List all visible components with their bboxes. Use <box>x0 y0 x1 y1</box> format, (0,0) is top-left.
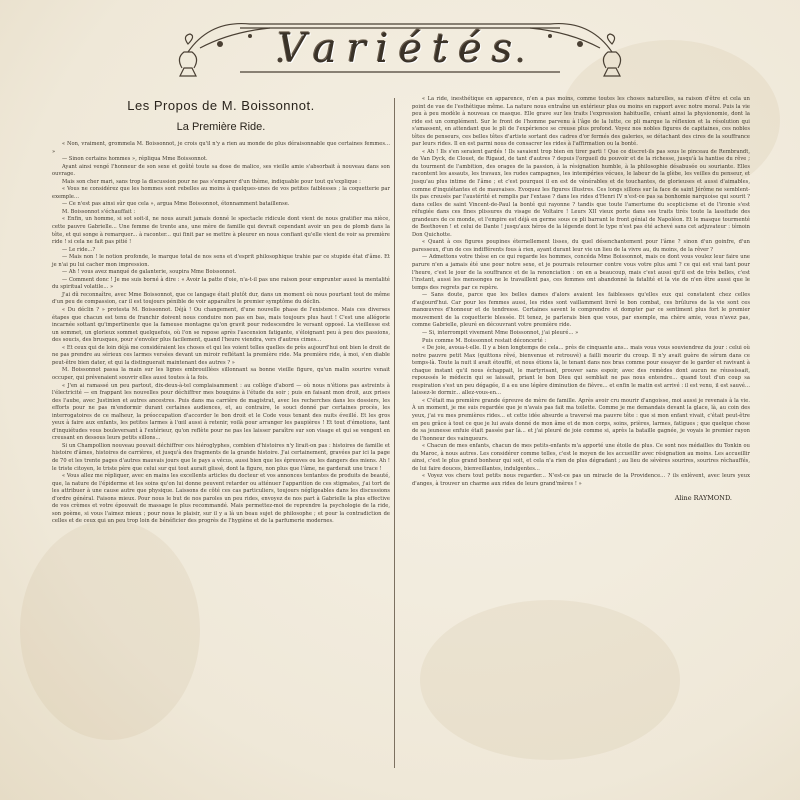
paragraph: Mais son cher mari, sans trop la discussion pour ne pas s'emparer d'un thème, indiquable pour tout qu'explique : <box>62 178 361 185</box>
paragraph: « Ah ! Ils s'en seraient gardés ! Ils savaient trop bien en tirer parti ! Que ce discret-ils pas sous le pinceau de Rembrandt, de Van Dyck, de Clouet, de Rigaud, de tant d'autres ? depuis l'orgueil du pouvoir et de la richesse, jusqu'à la hantise du rêve ; du tourment de l'ambition, des orages de la passion, à la résignation humble, à la philosophie désabusée ou souriante. Elles racontent les assauts, les travaux, les rudes campagnes, les intempéries vécues, le labeur de la glèbe, les veilles du penseur, et jusqu'au plus intime de l'âme ; et c'est pourquoi il en est de vénérables et de touchantes, de glorieuses et aussi d'aimables, comme d'inquiétantes et de mauvaises. Evoquez les figures illustres. Ces longs sillons sur la face de saint Jérôme ne semblent-ils pas creusés par l'austérité et remplis par l'extase ? dans les rides d'Henri IV n'est-ce pas sa bonhomie narquoise qui sourit ? dans celles de saint Vincent-de-Paul la bonté qui rayonne ? tandis que toute l'amertume du scepticisme et de l'ironie s'est réfugiée dans ces fines plissures du visage de Voltaire ! Leurs XII vieux porte dans ses traits tirés toute la lassitude des grandeurs de ce monde, et l'empire est déjà en germe sous ce pli barrant le front génial de Napoléon. Et le masque tourmenté de Beethoven ! et celui de Dante ! jusqu'aux héros de la légende dont le type n'est pas été achevé sans cet adjuvateur : témoin Don Quichotte. <box>412 148 750 238</box>
paragraph: M. Boissonnot passa la main sur les lignes embrouillées sillonnant sa bonne vieille figure, qu'un malin sourire venait occuper, qui prévenaient souvrir elles aussi toutes à la fois. <box>52 367 390 381</box>
paragraph: « J'en ai ramassé un peu partout, dix-deux-à-tel complaisamment : au collège d'abord — où nous n'étions pas astreints à l'électricité — en frappant les nouvelles pour déchiffrer mes bouquins à l'étude du soir ; puis en faisant mon droit, aux prises des l'aube, avec Justinien et autres ancestres. Puis dans ma carrière de magistrat, avec les recherches dans les dossiers, les efforts pour ne pas m'endormir durant certaines audiences, et, au contraire, le souci donné par certaines procès, les interrogatoires de ce malheur, la préoccupation d'accorder le bon droit et le Code vous tenant des nuits éveillé. Et les gros yeux à faire aux enfants, les petites larmes à l'œil aussi à retenir, voilà pour arranger les paupières ! Et tout d'émotions, tant d'inquiétudes vous bouleversant à l'extérieur, qu'on reflète pour ne pas les laisser paraître sur son visage et qui se vengent en creusant en dessous leurs petits sillons... <box>52 382 390 442</box>
left-column <box>52 96 390 526</box>
paragraph: « Vous allez me répliquer, avec en mains les excellents articles du docteur et vos annonces tentantes de produits de beauté, que, la nature de l'épiderme et les soins qu'on lui donne peuvent retarder ou atténuer l'apparition de ces stigmates, j'ai tort de les attribuer à une cause autre que physique. Laissons de côté ces cas particuliers, toujours négligeables dans les discussions d'ordre général. Faisons mieux. Pour nous le but de nos paroles un peu rides, envoyez de nos part à Gabrielle la plus effective de vos crèmes et votre épouvait de massage le plus recommandé. Mais permettez-moi de reprendre la psychologie de la ride, son poème, si vous l'aimez mieux ; pour nous le plaisir, sur il y a là un beau sujet de philosophe ; et pour la contradiction de celles et de ceux qui un peu trop loin de bénéficier des progrès de l'hygiène et de la parfumerie modernes. <box>52 473 390 525</box>
paragraph: J'ai dû reconnaître, avec Mme Boissonnot, que ce langage était plutôt dur, dans un moment où nous pourtant tout de même d'un peu de compassion, car il est toujours pénible de voir apparaître le premier symptôme du déclin. <box>52 291 390 306</box>
section-banner <box>170 14 630 82</box>
article-title: Les Propos de M. Boissonnot. <box>127 98 315 113</box>
paragraph: M. Boissonnot s'échauffait : <box>62 208 136 215</box>
paragraph: Si un Champollion nouveau pouvait déchiffrer ces hiéroglyphes, combien d'histoires n'y lirait-on pas : histoires de famille et histoire d'âmes, histoires de carrières, et jusqu'à des fragments de la grande histoire. J'ai certainement, gravées par ici la page de 70 et les trente pages d'autres mauvais jours que le pays a vécus, aussi bien que les épreuves ou les dangers des miens. Ah ! le triste citoyen, le triste père que celui sur qui tout aurait glissé, dont la figure, non plus que l'âme, ne garderait une trace ! <box>52 442 390 472</box>
paragraph: Ayant ainsi vengé l'honneur de son sexe et goûté toute sa dose de malice, ses vieille amie s'absorbait à nouveau dans son ouvrage. <box>52 163 390 178</box>
paragraph: « De joie, avoua-t-elle. Il y a bien longtemps de cela... près de cinquante ans... mais vous vous souviendrez du jour : celui où notre pauvre petit Max (quittons rêvé, bienvenue et retrouvé) a failli mourir du croup. Il n'y avait guère de sérum dans ce temps-là. Toute la nuit il avait étouffé, et nous étions là, le tenant dans nos bras comme pour essayer de le garder et ravivant à chaque instant qu'il nous échappait, le martyrisant, prouver sans espoir, avec des remèdes dont aucun ne réussissait, repoussés le médecin qui se laissait, priant le bon Dieu qui semblait ne pas nous entendre... quand tout d'un coup sa respiration s'est un peu dégagée, il a eu une légère diminution de fièvre... et enfin le matin est arrivé : il est venu, il est sauvé... laissez-le dormir... allez-vous-en... <box>412 345 750 397</box>
paragraph: « La ride, inesthétique en apparence, n'en a pas moins, comme toutes les choses naturelles, sa raison d'être et cela un point de vue de l'esthétique même. La nature nous entraîne un extérieur plus ou moins en rapport avec notre moral. Puis la vie peu à peu modèle à nouveau ce masque. Elle grave sur les traits l'expression habituelle, créant ainsi la physionomie, dont la ride est un complément. Sur le front de l'homme parvenu à l'âge de la lutte, ce pli marque la réflexion et la résolution qui s'amassent, en attendant que le pli de l'expérience se creuse plus profond. Voyez nos nobles figures de capitaines, ces nobles têtes de penseurs, ces belles têtes d'artiste sortant des cadres d'or fermés des galeries, se détachant des cires de la souffrance par leurs rides. Il en est parmi nous de consacrer les rides à l'affirmation ou la bonté. <box>412 96 750 148</box>
right-column <box>412 96 750 502</box>
article-subtitle: La Première Ride. <box>176 121 266 133</box>
paragraph: « Chacun de mes enfants, chacun de mes petits-enfants m'a apporté une étoile de plus. Ce sont nos médailles du Tonkin ou du Maroc, à nous autres. Les considérer comme telles, c'est le moyen de les accueillir avec résignation au moins. Les accueillir ainsi, c'est le plus grand bonheur qui soit, et cela n'a rien de plus dégradant ; au lieu de sévères sourires, sourires réchauffés, de lui faire douces, bienveillantes, indulgentes... <box>412 443 750 472</box>
author-signature: Aline RAYMOND. <box>674 494 732 503</box>
paper-stain <box>20 520 200 740</box>
paragraph: Puis comme M. Boissonnot restait déconcerté : <box>422 337 547 344</box>
paper-stain <box>420 600 680 760</box>
paragraph: — Ah ! vous avez manqué de galanterie, soupira Mme Boissonnot. <box>62 269 237 276</box>
paragraph: — Admettons votre thèse en ce qui regarde les hommes, concéda Mme Boissonnot, mais ce dont vous voulez leur faire une parure n'en a jamais été une pour notre sexe, et je pourrais retourner contre vous votre plus ami ? ce qui est vrai tant pour l'heure, c'est le jour de la souffrance et de la renonciation : on en a beaucoup, mais c'est aussi qu'il est de très belles, c'est l'instant, aussi les mensonges ne le travaillent pas, ces femmes ont abandonné la fatalité et la vie de n'en être aussi que le temps des regrets par ce repère. <box>412 254 750 291</box>
paragraph: « Voyez vos chers tout petits nous regarder... N'est-ce pas un miracle de la Providence... ? ils enlèvent, avec leurs yeux d'anges, à trouver un charme aux rides de leurs grand'mères ! » <box>412 473 750 487</box>
paragraph: — Si, interrompit vivement Mme Boissonnot, j'ai pleuré... » <box>422 329 579 336</box>
paragraph: « Du déclin ? » protesta M. Boissonnot. Déjà ! Ou changement, d'une nouvelle phase de l'existence. Mais ces diverses étapes que chacun est tenu de franchir doivent nous conduire non pas en bas, mais toujours plus haut ! C'est une allégorie incarnée sottant qu'impertinente que la fameuse montagne qu'on gravit pour redescendre le versant opposé. La vieillesse est un sommet, un glorieux sommet quelquefois, où l'on se repose après l'ascension fatigante, s'éloignant peu à peu des passions, des soucis, des brusques, pour s'envoler plus facilement, quand l'heure viendra, vers d'autres cimes... <box>52 307 390 344</box>
paragraph: — Ce n'est pas ainsi sûr que cela », argua Mme Boissonnot, étonnamment bataillense. <box>62 201 290 208</box>
paragraph: — Le ride...? <box>62 246 96 253</box>
paragraph: « C'était ma première grande épreuve de mère de famille. Après avoir cru mourir d'angoisse, moi aussi je revenais à la vie. À un moment, je me suis regardée que je n'avais pas fait ma toilette. Comme je me demandais devant la glace, là, au coin des yeux, j'ai vu mes premières rides... et cette idée absurde a traversé ma pauvre tête : que si mon enfant vivait, c'était peut-être en peu grâce à tout ce que je lui avais donné de mon âme et de mon corps, soins, prières, larmes, fatigues ; que quelque chose de sa jeunesse enfuie était passée par là... et j'ai pleuré de joie comme si, après la bataille gagnée, je voyais le premier rayon de l'honneur des vainqueurs. <box>412 397 750 442</box>
paragraph: — Sinon certains hommes », répliqua Mme Boissonnot. <box>62 156 208 163</box>
paragraph: « Vous ne considérez que les hommes sont rebelles au moins à quelques-unes de vos petites faiblesses ; la coquetterie par exemple... <box>52 186 390 200</box>
paragraph: — Comment donc ! Je me suis borné à dire : « Avoir la patte d'oie, n'a-t-il pas une raison pour emprunter aussi la mentalité du spiritual volatile... » <box>52 276 390 291</box>
paragraph: — Mais non ! le notion profonde, le marque total de nos sens et d'esprit philosophique trahie par ce stupide état d'âme. Et je n'ai pu lui cacher mon impression. <box>52 254 390 268</box>
section-title: Variétés <box>277 26 523 72</box>
paragraph: « Quant à ces figures poupines éternellement lisses, du quel désenchantement pour l'âme ? sinon d'un goinfre, d'un paresseux, d'un de ces indifférents fous à rien, ayant durant leur vie un lieu de la vivre au, du moins, de la rêver ? <box>412 239 750 253</box>
paragraph: « Non, vraiment, grommela M. Boissonnot, je crois qu'il n'y a rien au monde de plus déraisonnable que certaines femmes... » <box>52 141 390 155</box>
column-divider <box>394 98 395 768</box>
paragraph: « Enfin, un homme, si sot soit-il, ne nous aurait jamais donné le spectacle ridicule dont vient de nous gratifier ma nièce, cette pauvre Gabrielle... Une femme de trente ans, une mère de famille qui devrait cependant avoir un peu de plomb dans la tête, et qui songe à remarquer... à raconter... qui finit par se mettre à pleurer en nous confiant qu'elle vient de voir sa première ride ! si cela ne fait pas pitié ! <box>52 216 390 246</box>
paragraph: — Sans doute, parce que les belles dames d'alors avaient les faiblesses qu'elles eux qui constatent chez celles d'aujourd'hui. Car pour les femmes aussi, les rides sont vaillamment livré le bon combat, ces brûlures de la vie sont ces manœuvres d'honneur et de tendresse. Certaines savent le comprendre et dompter par ce sentiment plus fort le premier mouvement de la coquetterie blessée. Et tenez, je parlerais bien que vous, par exemple, ma chère amie, vous n'avez pas, comme Gabrielle, pleuré en découvrant votre première ride. <box>412 292 750 329</box>
paragraph: « Et ceux qui de loin déjà me considéraient les choses et qui les voient telles quelles de près aujourd'hui ont bien le droit de ne pas prendre au sérieux ces larmes versées devant un miroir reflétant la première ride. Ma première ride, à moi, s'en diable peut-être bien dater, et qui la distinguerait maintenant des autres ? » <box>52 344 390 366</box>
